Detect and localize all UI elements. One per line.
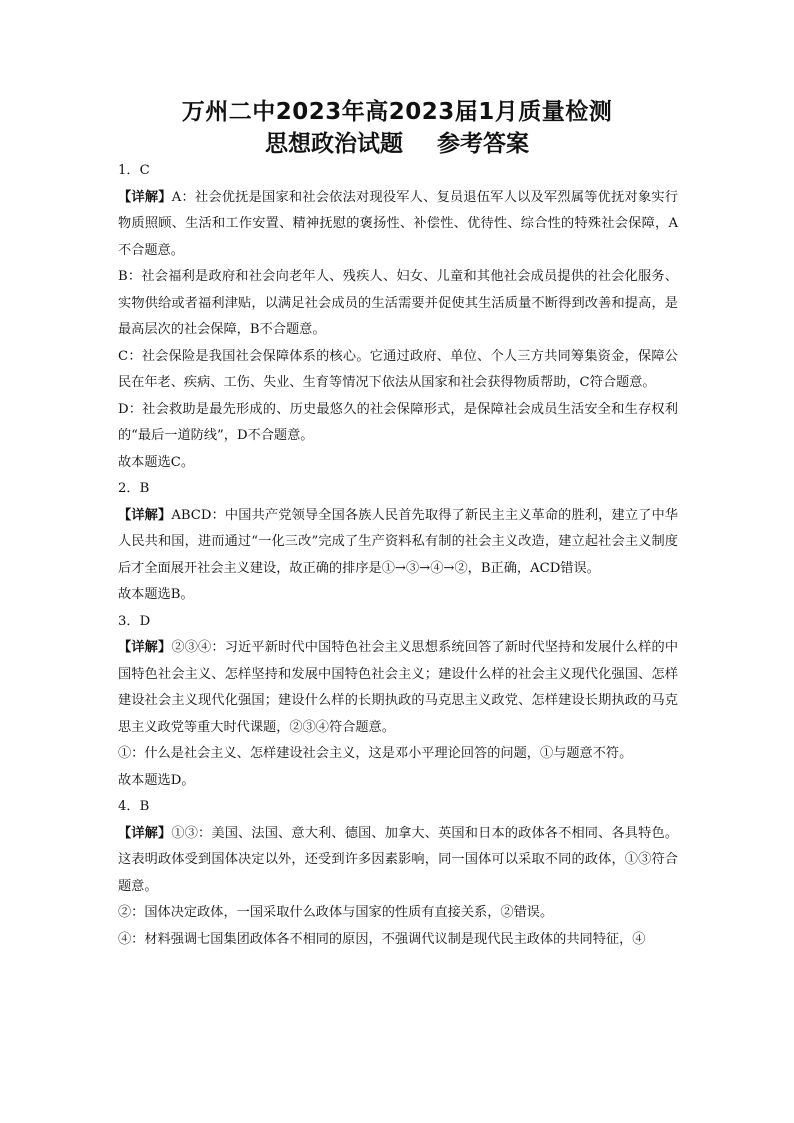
explanation-text: C：社会保险是我国社会保障体系的核心。它通过政府、单位、个人三方共同筹集资金，保障公民在年老、疾病、工伤、失业、生育等情况下依法从国家和社会获得物质帮助，C符合题意。 [118,348,678,390]
explanation-text: A：社会优抚是国家和社会依法对现役军人、复员退伍军人以及军烈属等优抚对象实行物质照顾、生活和工作安置、精神抚慰的褒扬性、补偿性、优待性、综合性的特殊社会保障，A不合题意。 [118,189,679,258]
explanation-paragraph [118,821,678,901]
explanation-text: ①：什么是社会主义、怎样建设社会主义，这是邓小平理论回答的问题，①与题意不符。 [118,746,633,761]
explanation-paragraph [118,397,678,450]
subject-title: 思想政治试题 [265,131,403,157]
answer-content [118,158,678,953]
detail-tag: 【详解】 [118,189,172,205]
explanation-text: 故本题选D。 [118,772,195,788]
explanation-paragraph [118,185,678,265]
page-subtitle [0,128,794,160]
explanation-text: 故本题选C。 [118,454,195,470]
explanation-text: ①③：美国、法国、意大利、德国、加拿大、英国和日本的政体各不相同、各具特色。这表明政体受到国体决定以外，还受到许多因素影响，同一国体可以采取不同的政体，①③符合题意。 [118,825,679,894]
explanation-paragraph [118,768,678,795]
explanation-paragraph [118,582,678,609]
explanation-text: 故本题选B。 [118,587,194,602]
explanation-paragraph [118,635,678,741]
question-number: 1．C [118,163,150,178]
detail-tag: 【详解】 [118,825,172,841]
question-number: 2．B [118,481,150,496]
explanation-paragraph [118,503,678,583]
question-number: 3．D [118,613,151,629]
explanation-text: D：社会救助是最先形成的、历史最悠久的社会保障形式，是保障社会成员生活安全和生存权利的“最后一道防线”，D不合题意。 [118,401,678,443]
explanation-text: ②③④：习近平新时代中国特色社会主义思想系统回答了新时代坚持和发展什么样的中国特色社会主义、怎样坚持和发展中国特色社会主义；建设什么样的社会主义现代化强国、怎样建设社会主义现代化强国；建设什么样的长期执政的马克思主义政党、怎样建设长期执政的马克思主义政党等重大时代课题，②③④符合题意。 [118,640,679,735]
explanation-paragraph [118,264,678,344]
explanation-text: ②：国体决定政体，一国采取什么政体与国家的性质有直接关系，②错误。 [118,905,554,920]
explanation-paragraph [118,741,678,768]
detail-tag: 【详解】 [118,507,172,523]
page-title: 万州二中2023年高2023届1月质量检测 [181,99,613,125]
explanation-paragraph [118,450,678,477]
document-header [0,96,794,160]
answer-key-label: 参考答案 [437,131,529,157]
explanation-paragraph [118,900,678,927]
explanation-paragraph [118,344,678,397]
question-number: 4．B [118,799,150,814]
explanation-text: B：社会福利是政府和社会向老年人、残疾人、妇女、儿童和其他社会成员提供的社会化服务、实物供给或者福利津贴，以满足社会成员的生活需要并促使其生活质量不断得到改善和提高，是最高层次的社会保障，B不合题意。 [118,269,678,337]
explanation-text: ④：材料强调七国集团政体各不相同的原因，不强调代议制是现代民主政体的共同特征，④ [118,931,646,947]
detail-tag: 【详解】 [118,640,172,655]
explanation-paragraph [118,927,678,954]
explanation-text: ABCD：中国共产党领导全国各族人民首先取得了新民主主义革命的胜利，建立了中华人民共和国，进而通过“一化三改”完成了生产资料私有制的社会主义改造，建立起社会主义制度后才全面展开社会主义建设，故正确的排序是①→③→④→②，B正确，ACD错误。 [118,507,679,576]
